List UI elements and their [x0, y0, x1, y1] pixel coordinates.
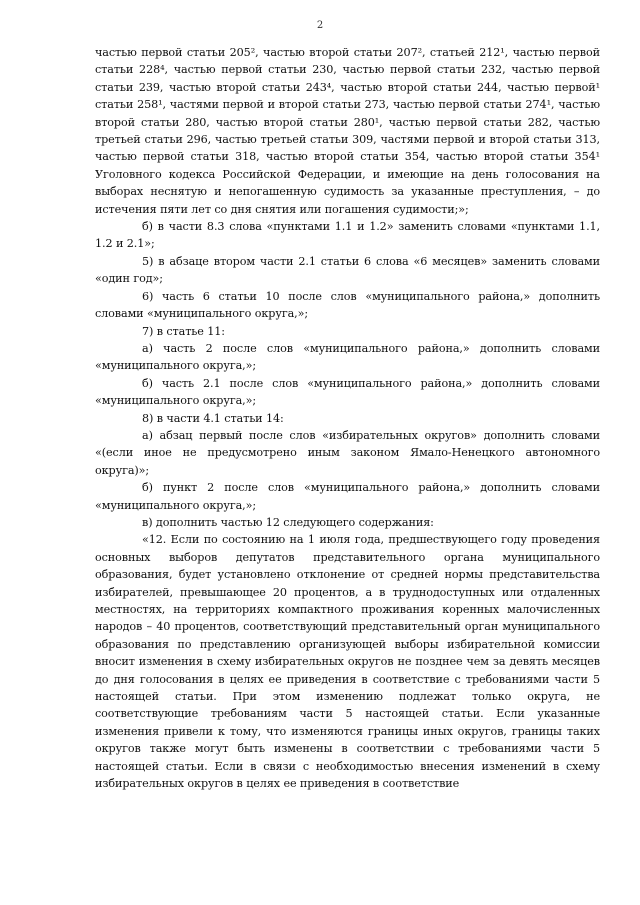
paragraph-item-7a: а) часть 2 после слов «муниципального района,» дополнить словами «муниципального округа,»;: [95, 341, 600, 373]
document-body: [95, 44, 600, 792]
paragraph-item-6: 6) часть 6 статьи 10 после слов «муниципального района,» дополнить словами «муниципального округа,»;: [95, 289, 600, 321]
paragraph-item-8b: б) пункт 2 после слов «муниципального района,» дополнить словами «муниципального округа,»;: [95, 481, 600, 512]
paragraph-quoted-part-12: «12. Если по состоянию на 1 июля года, предшествующего году проведения основных выборов депутатов представительного органа муниципального образования, будет установлено отклонение от средней нормы представительства избирателей, превышающее 20 процентов, а в труднодоступных или отдаленных местностях, на территориях компактного проживания коренных малочисленных народов – 40 процентов, соответствующий представительный орган муниципального образования по представлению организующей выборы избирательной комиссии вносит изменения в схему избирательных округов не позднее чем за девять месяцев до дня голосования в целях ее приведения в соответствие с требованиями части 5 настоящей статьи. При этом изменению подлежат только округа, не соответствующие требованиям части 5 настоящей статьи. Если указанные изменения привели к тому, что изменяются границы иных округов, границы таких округов также могут быть изменены в соответствии с требованиями части 5 настоящей статьи. Если в связи с необходимостью внесения изменений в схему избирательных округов в целях ее приведения в соответствие: [95, 533, 600, 791]
paragraph-item-7: 7) в статье 11:: [142, 324, 225, 338]
paragraph-item-8: 8) в части 4.1 статьи 14:: [142, 411, 284, 425]
paragraph-item-8v: в) дополнить частью 12 следующего содержания:: [142, 515, 434, 529]
paragraph-item-7b: б) часть 2.1 после слов «муниципального района,» дополнить словами «муниципального округа,»;: [95, 376, 600, 408]
paragraph-item-b-part-8-3: б) в части 8.3 слова «пунктами 1.1 и 1.2» заменить словами «пунктами 1.1, 1.2 и 2.1»;: [95, 220, 600, 251]
paragraph-item-8a: а) абзац первый после слов «избирательных округов» дополнить словами «(если иное не предусмотрено иным законом Ямало-Ненецкого автономного округа)»;: [95, 428, 600, 477]
paragraph-item-5: 5) в абзаце втором части 2.1 статьи 6 слова «6 месяцев» заменить словами «один год»;: [95, 254, 600, 286]
page-number: 2: [316, 20, 324, 31]
paragraph-continuation: частью первой статьи 205², частью второй статьи 207², статьей 212¹, частью первой статьи 228⁴, частью первой статьи 230, частью первой статьи 232, частью первой статьи 239, частью второй статьи 243⁴, частью второй статьи 244, частью первой¹ статьи 258¹, частями первой и второй статьи 273, частью первой статьи 274¹, частью второй статьи 280, частью второй статьи 280¹, частью первой статьи 282, частью третьей статьи 296, частью третьей статьи 309, частями первой и второй статьи 313, частью первой статьи 318, частью второй статьи 354, частью второй статьи 354¹ Уголовного кодекса Российской Федерации, и имеющие на день голосования на выборах неснятую и непогашенную судимость за указанные преступления, – до истечения пяти лет со дня снятия или погашения судимости;»;: [95, 46, 600, 216]
